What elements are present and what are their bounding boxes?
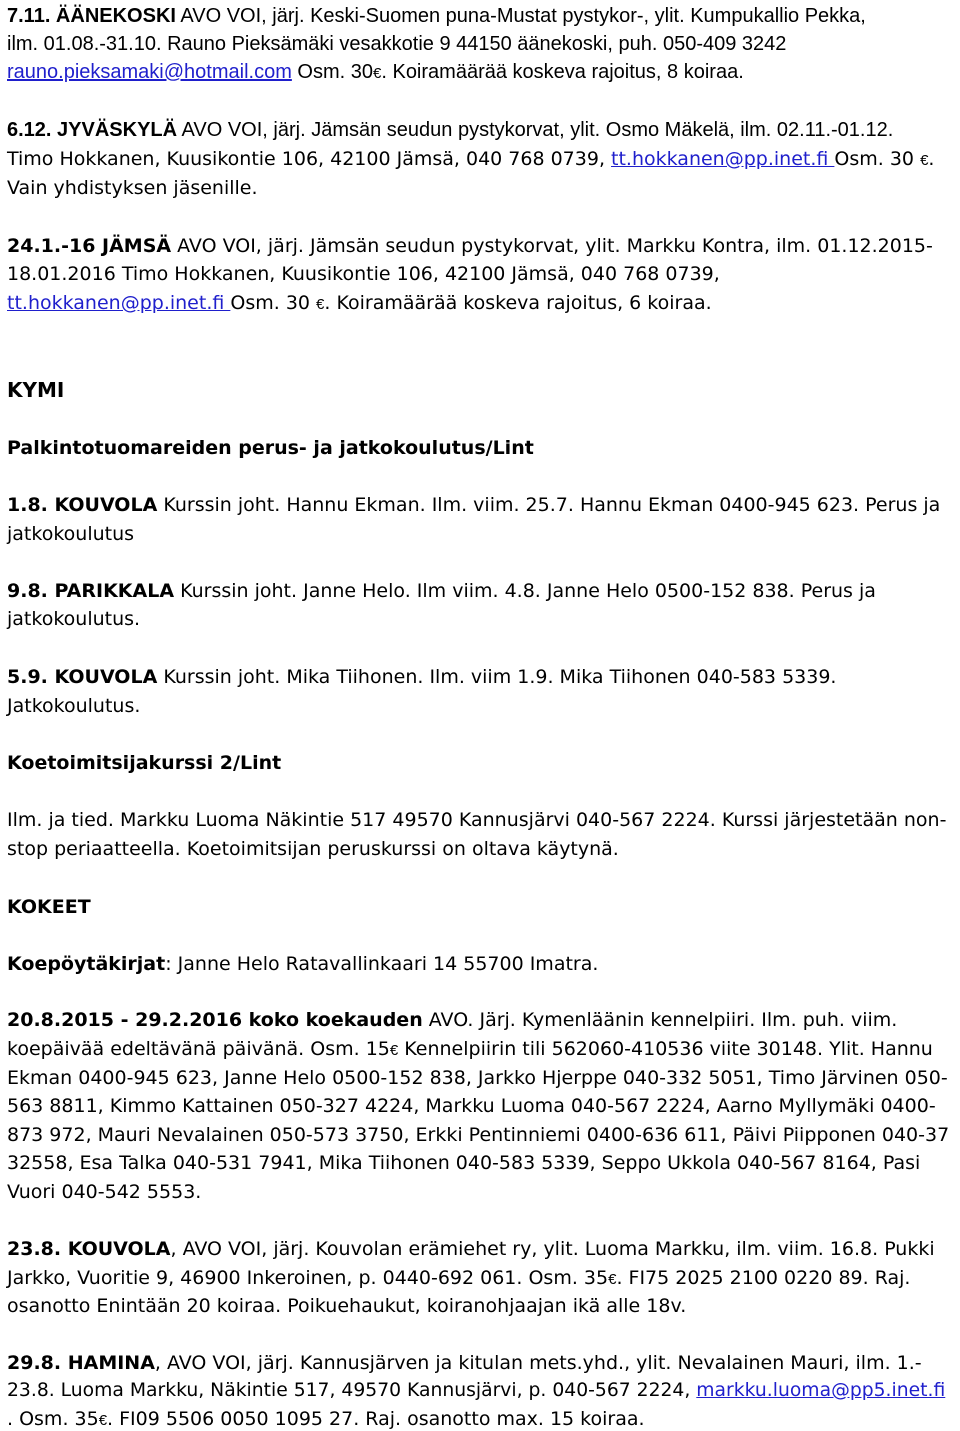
event-date-place: 6.12. JYVÄSKYLÄ bbox=[7, 119, 178, 141]
koekausi-text: Kennelpiirin tili 562060-410536 viite 30148. Ylit. Hannu bbox=[398, 1038, 933, 1060]
course-text: Jatkokoulutus. bbox=[7, 695, 141, 717]
event-jyvaskyla-line-1 bbox=[7, 116, 893, 144]
subheading-koetoimitsija: Koetoimitsijakurssi 2/Lint bbox=[7, 752, 282, 774]
event-text: AVO VOI, järj. Jämsän seudun pystykorvat, ylit. Osmo Mäkelä, ilm. 02.11.-01.12. bbox=[177, 119, 894, 141]
koekausi-line-5: 873 972, Mauri Nevalainen 050-573 3750, Erkki Pentinniemi 0400-636 611, Päivi Piipponen 040-37 bbox=[7, 1124, 950, 1146]
subheading-palkintotuomari: Palkintotuomareiden perus- ja jatkokoulutus/Lint bbox=[7, 437, 534, 459]
section-heading-kymi: KYMI bbox=[7, 378, 65, 402]
event-text: Jarkko, Vuoritie 9, 46900 Inkeroinen, p. 0440-692 061. Osm. 35 bbox=[7, 1267, 609, 1289]
email-link[interactable]: tt.hokkanen@pp.inet.fi bbox=[7, 292, 231, 314]
event-kouvola-line-1 bbox=[7, 1235, 935, 1263]
email-link[interactable]: rauno.pieksamaki@hotmail.com bbox=[7, 61, 292, 83]
email-link[interactable]: markku.luoma@pp5.inet.fi bbox=[696, 1380, 946, 1401]
event-date-place: 7.11. ÄÄNEKOSKI bbox=[7, 5, 176, 27]
event-aanekoski-line-2 bbox=[7, 30, 786, 58]
koekausi-line-3: Ekman 0400-945 623, Janne Helo 0500-152 838, Jarkko Hjerppe 040-332 5051, Timo Järvinen 050- bbox=[7, 1067, 948, 1089]
event-text: AVO VOI, järj. Keski-Suomen puna-Mustat pystykor-, ylit. Kumpukallio Pekka, bbox=[175, 5, 866, 27]
koepoytakirjat-label: Koepöytäkirjat bbox=[7, 953, 166, 975]
event-hamina-line-3 bbox=[7, 1405, 645, 1431]
event-kouvola-line-2 bbox=[7, 1264, 910, 1292]
koepoytakirjat-text: : Janne Helo Ratavallinkaari 14 55700 Imatra. bbox=[165, 953, 599, 975]
section-heading-kokeet: KOKEET bbox=[7, 896, 91, 918]
course-text: Kurssin joht. Mika Tiihonen. Ilm. viim 1.9. Mika Tiihonen 040-583 5339. bbox=[157, 666, 837, 688]
event-jamsa-line-2 bbox=[7, 260, 720, 288]
event-text: . Osm. 35 bbox=[7, 1408, 99, 1430]
koekausi-text: koepäivää edeltävänä päivänä. Osm. 15 bbox=[7, 1038, 390, 1060]
event-jyvaskyla-line-2 bbox=[7, 145, 934, 173]
koekausi-line-4: 563 8811, Kimmo Kattainen 050-327 4224, Markku Luoma 040-567 2224, Aarno Myllymäki 0400- bbox=[7, 1095, 936, 1117]
koepoytakirjat-line bbox=[7, 950, 598, 978]
event-text: . FI09 5506 0050 1095 27. Raj. osanotto max. 15 koiraa. bbox=[107, 1408, 645, 1430]
email-link[interactable]: tt.hokkanen@pp.inet.fi bbox=[611, 148, 835, 170]
koetoimitsija-text-line-1: Ilm. ja tied. Markku Luoma Näkintie 517 49570 Kannusjärvi 040-567 2224. Kurssi järjestetään non- bbox=[7, 809, 947, 831]
event-jamsa-line-3 bbox=[7, 289, 712, 317]
event-date-place: 29.8. HAMINA bbox=[7, 1352, 155, 1374]
event-text: . Koiramäärää koskeva rajoitus, 6 koiraa. bbox=[324, 292, 712, 314]
course-text: Kurssin joht. Hannu Ekman. Ilm. viim. 25.7. Hannu Ekman 0400-945 623. Perus ja bbox=[157, 494, 941, 516]
event-text: . bbox=[928, 148, 935, 170]
euro-symbol: € bbox=[98, 1412, 108, 1429]
course-kouvola-1-line-1 bbox=[7, 491, 940, 519]
euro-symbol: € bbox=[920, 152, 929, 169]
euro-symbol: € bbox=[316, 296, 325, 313]
koekausi-dates: 20.8.2015 - 29.2.2016 koko koekauden bbox=[7, 1009, 423, 1031]
event-hamina-line-1 bbox=[7, 1349, 922, 1377]
event-aanekoski-line-3 bbox=[7, 58, 744, 86]
koekausi-text: AVO. Järj. Kymenläänin kennelpiiri. Ilm. puh. viim. bbox=[422, 1009, 898, 1031]
event-text: . FI75 2025 2100 0220 89. Raj. bbox=[616, 1267, 911, 1289]
course-kouvola-2-line-1 bbox=[7, 663, 836, 691]
euro-symbol: € bbox=[608, 1271, 617, 1288]
event-text: Osm. 30 bbox=[230, 292, 317, 314]
course-text: Kurssin joht. Janne Helo. Ilm viim. 4.8. Janne Helo 0500-152 838. Perus ja bbox=[174, 580, 876, 602]
event-date-place: 23.8. KOUVOLA bbox=[7, 1238, 171, 1260]
event-hamina-line-2 bbox=[7, 1377, 945, 1405]
course-date-place: 1.8. KOUVOLA bbox=[7, 494, 158, 516]
event-text: 23.8. Luoma Markku, Näkintie 517, 49570 Kannusjärvi, p. 040-567 2224, bbox=[7, 1380, 697, 1401]
euro-symbol: € bbox=[373, 65, 382, 82]
event-text: . Koiramäärää koskeva rajoitus, 8 koiraa. bbox=[381, 61, 744, 83]
course-text: jatkokoulutus. bbox=[7, 608, 141, 630]
course-text: jatkokoulutus bbox=[7, 523, 135, 545]
euro-symbol: € bbox=[389, 1042, 399, 1059]
course-date-place: 9.8. PARIKKALA bbox=[7, 580, 175, 602]
course-date-place: 5.9. KOUVOLA bbox=[7, 666, 158, 688]
koekausi-line-1 bbox=[7, 1006, 897, 1034]
koekausi-line-2 bbox=[7, 1035, 933, 1063]
event-text: , AVO VOI, järj. Kannusjärven ja kitulan mets.yhd., ylit. Nevalainen Mauri, ilm. 1.- bbox=[154, 1352, 922, 1374]
event-date-place: 24.1.-16 JÄMSÄ bbox=[7, 235, 172, 257]
event-aanekoski-line-1 bbox=[7, 2, 866, 30]
course-kouvola-1-line-2 bbox=[7, 520, 134, 548]
event-text: ilm. 01.08.-31.10. Rauno Pieksämäki vesakkotie 9 44150 äänekoski, puh. 050-409 3242 bbox=[7, 33, 787, 55]
course-parikkala-line-1 bbox=[7, 577, 876, 605]
event-text: Vain yhdistyksen jäsenille. bbox=[7, 177, 258, 199]
course-parikkala-line-2 bbox=[7, 605, 140, 633]
event-text: AVO VOI, järj. Jämsän seudun pystykorvat, ylit. Markku Kontra, ilm. 01.12.2015- bbox=[171, 235, 933, 257]
event-text: 18.01.2016 Timo Hokkanen, Kuusikontie 106, 42100 Jämsä, 040 768 0739, bbox=[7, 263, 720, 285]
event-text: Osm. 30 bbox=[291, 61, 374, 83]
event-jyvaskyla-line-3 bbox=[7, 174, 258, 202]
event-text: Timo Hokkanen, Kuusikontie 106, 42100 Jämsä, 040 768 0739, bbox=[7, 148, 612, 170]
event-text: Osm. 30 bbox=[834, 148, 921, 170]
event-kouvola-line-3: osanotto Enintään 20 koiraa. Poikuehaukut, koiranohjaajan ikä alle 18v. bbox=[7, 1295, 687, 1317]
event-jamsa-line-1 bbox=[7, 232, 933, 260]
koekausi-line-6: 32558, Esa Talka 040-531 7941, Mika Tiihonen 040-583 5339, Seppo Ukkola 040-567 8164, Pasi bbox=[7, 1152, 921, 1174]
koetoimitsija-text-line-2: stop periaatteella. Koetoimitsijan peruskurssi on oltava käytynä. bbox=[7, 838, 619, 860]
course-kouvola-2-line-2 bbox=[7, 692, 140, 720]
koekausi-line-7: Vuori 040-542 5553. bbox=[7, 1181, 202, 1203]
event-text: , AVO VOI, järj. Kouvolan erämiehet ry, ylit. Luoma Markku, ilm. viim. 16.8. Pukki bbox=[170, 1238, 935, 1260]
